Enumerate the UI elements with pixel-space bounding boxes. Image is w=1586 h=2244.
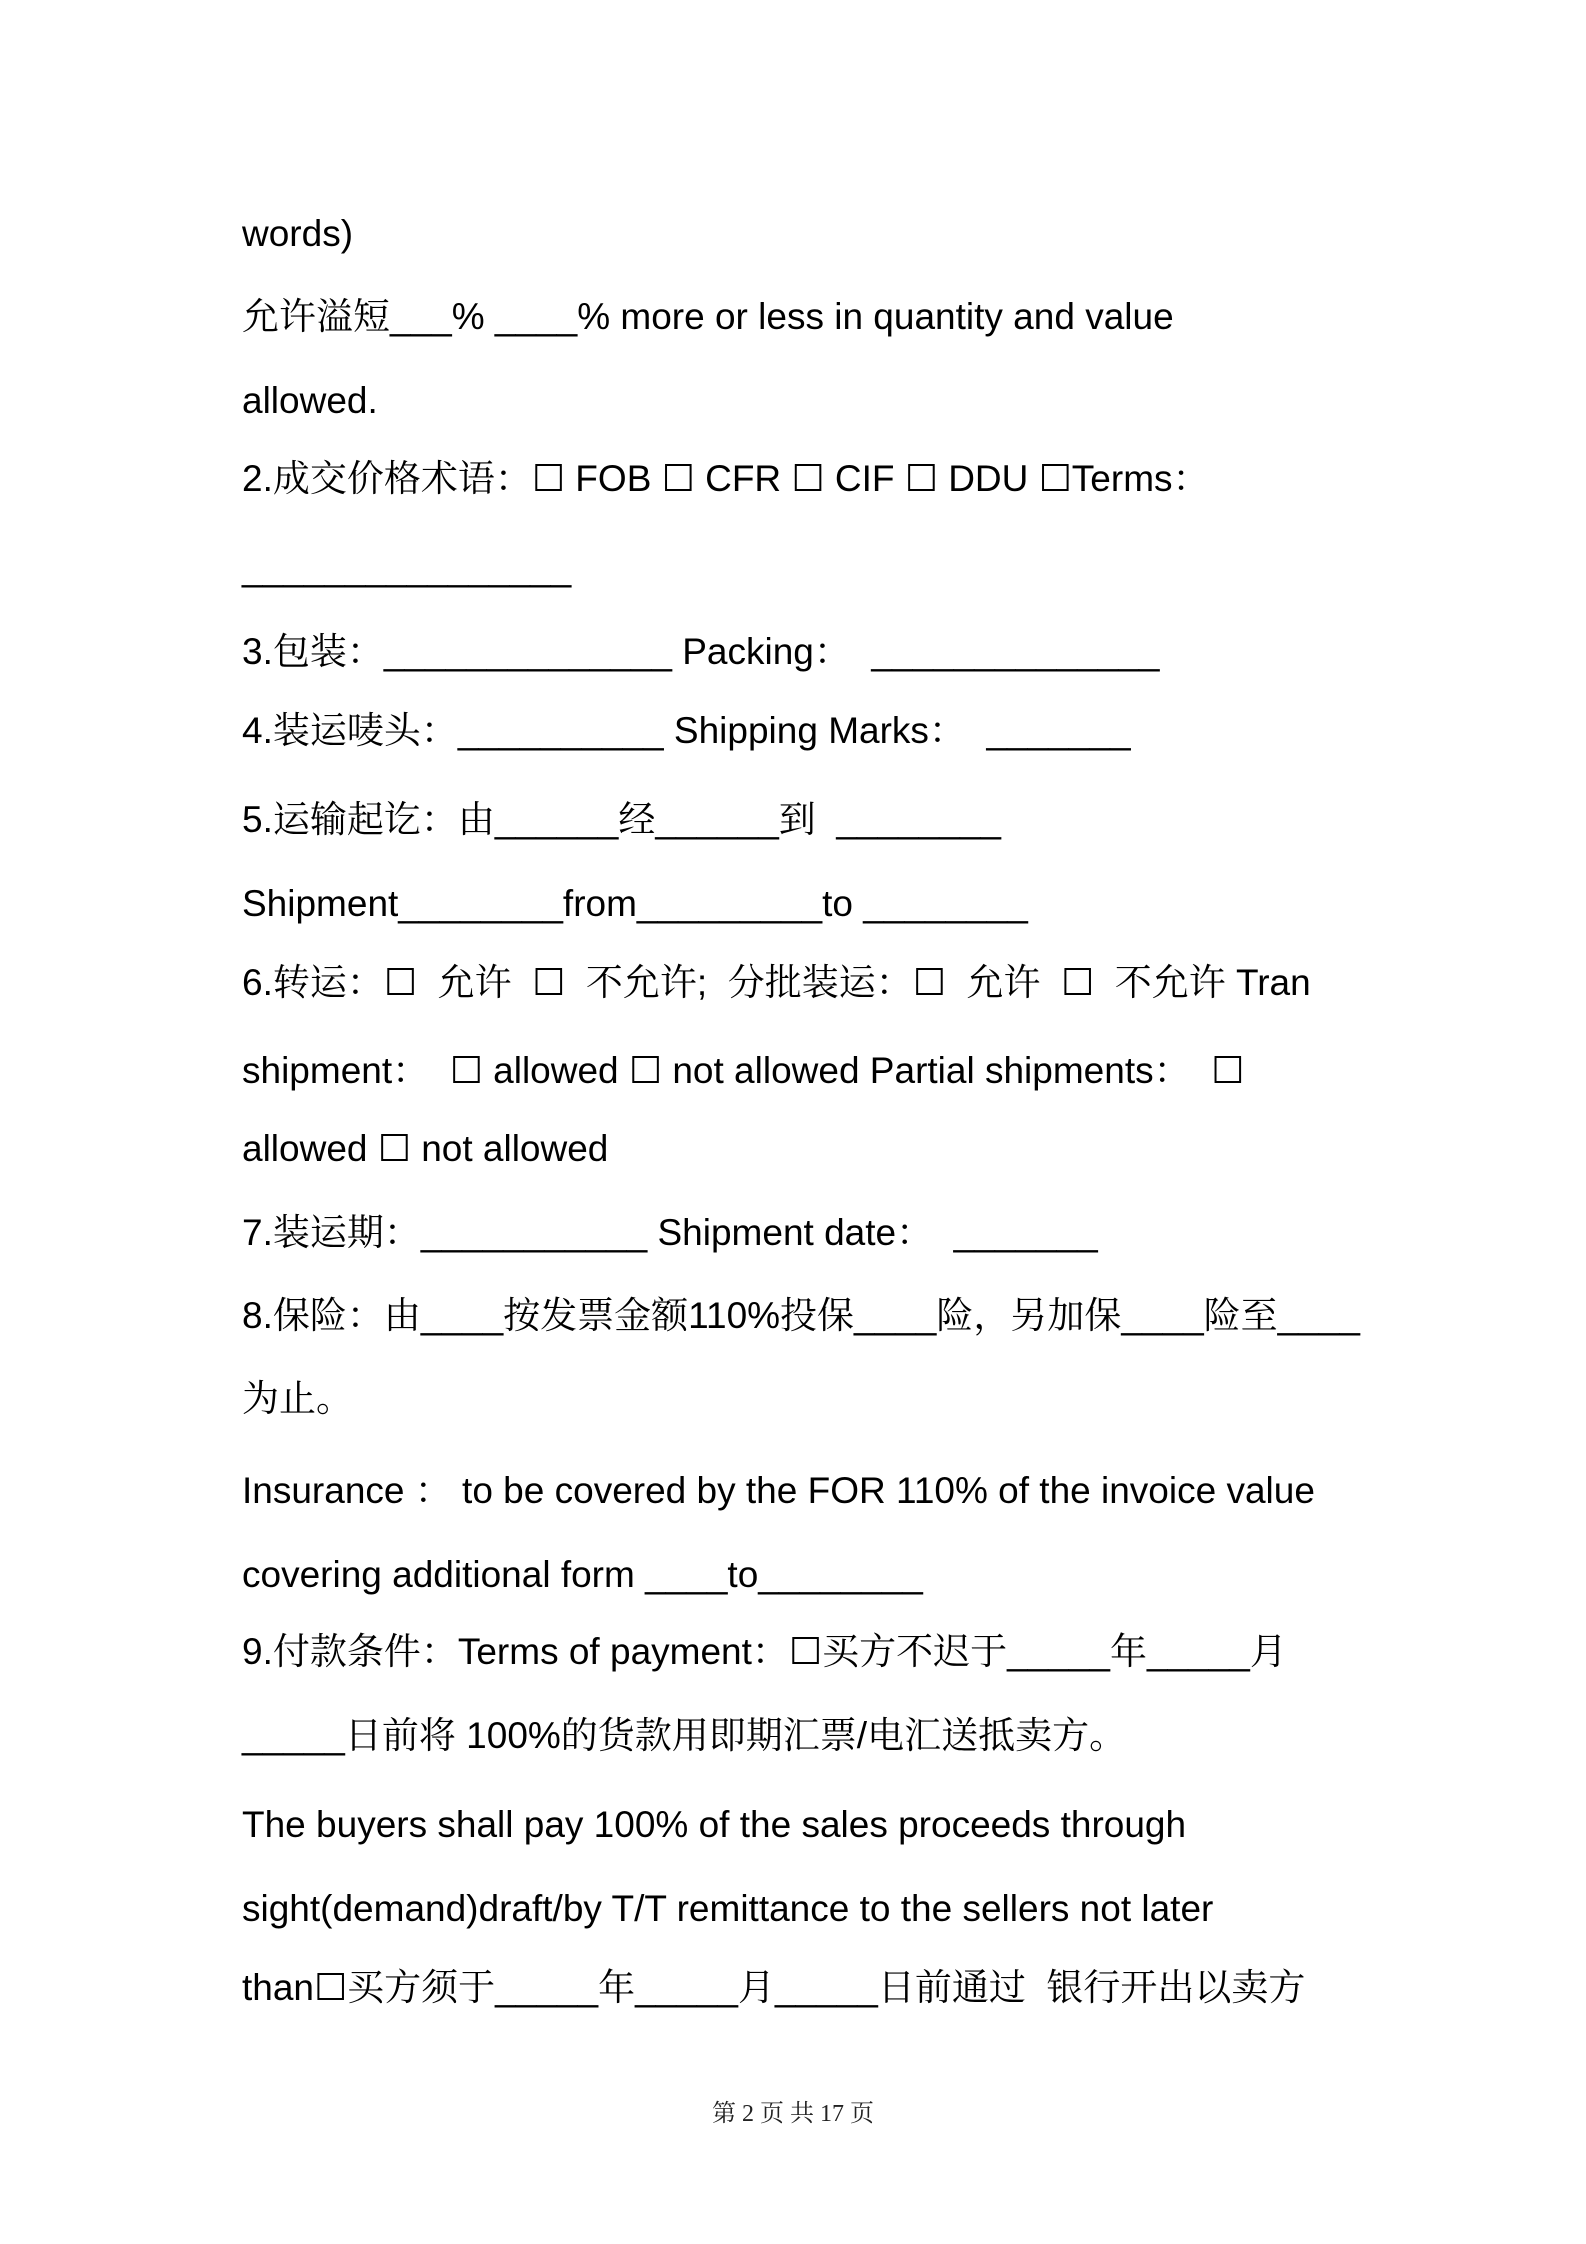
footer-middle: 页 共 [760, 2101, 814, 2127]
clause-6-transshipment-english: shipment： ☐ allowed ☐ not allowed Partial shipments： ☐ [242, 1050, 1245, 1091]
clause-2-price-terms: 2.成交价格术语：☐ FOB ☐ CFR ☐ CIF ☐ DDU ☐Terms： [242, 458, 1210, 499]
clause-4-shipping-marks: 4.装运唛头：__________ Shipping Marks： _______ [242, 710, 1131, 751]
footer-suffix: 页 [850, 2101, 874, 2127]
clause-9-payment-english-continued: sight(demand)draft/by T/T remittance to the sellers not later [242, 1888, 1214, 1929]
clause-5-transport-route: 5.运输起讫：由______经______到 ________ [242, 799, 1001, 840]
clause-9-letter-of-credit: than☐买方须于_____年_____月_____日前通过 银行开出以卖方 [242, 1967, 1306, 2008]
clause-2-price-terms-blank: ________________ [242, 547, 572, 588]
clause-8-insurance: 8.保险：由____按发票金额110%投保____险，另加保____险至____ [242, 1295, 1360, 1336]
clause-9-payment-terms: 9.付款条件：Terms of payment：☐买方不迟于_____年_____月 [242, 1631, 1287, 1672]
line-quantity-tolerance: 允许溢短___% ____% more or less in quantity and value [242, 296, 1174, 337]
page-footer [0, 2099, 1586, 2129]
clause-5-shipment-from-to: Shipment________from_________to ________ [242, 883, 1028, 924]
footer-prefix: 第 [712, 2101, 736, 2127]
clause-8-insurance-continued: 为止。 [242, 1378, 353, 1419]
clause-9-payment-english: The buyers shall pay 100% of the sales proceeds through [242, 1804, 1187, 1845]
line-quantity-tolerance-continued: allowed. [242, 380, 378, 421]
clause-8-insurance-english-continued: covering additional form ____to________ [242, 1554, 923, 1595]
clause-3-packing: 3.包装：______________ Packing： ______________ [242, 631, 1160, 672]
footer-current-page: 2 [742, 2101, 754, 2127]
clause-7-shipment-date: 7.装运期：___________ Shipment date： _______ [242, 1212, 1098, 1253]
footer-total-pages: 17 [820, 2101, 844, 2127]
clause-6-partial-shipment-english: allowed ☐ not allowed [242, 1128, 609, 1169]
line-words-continued: words) [242, 213, 354, 254]
clause-8-insurance-english: Insurance ： to be covered by the FOR 110% of the invoice value [242, 1470, 1315, 1511]
clause-6-transshipment: 6.转运：☐ 允许 ☐ 不允许; 分批装运：☐ 允许 ☐ 不允许 Tran [242, 962, 1311, 1003]
clause-9-payment-terms-continued: _____日前将 100%的货款用即期汇票/电汇送抵卖方。 [242, 1715, 1127, 1756]
